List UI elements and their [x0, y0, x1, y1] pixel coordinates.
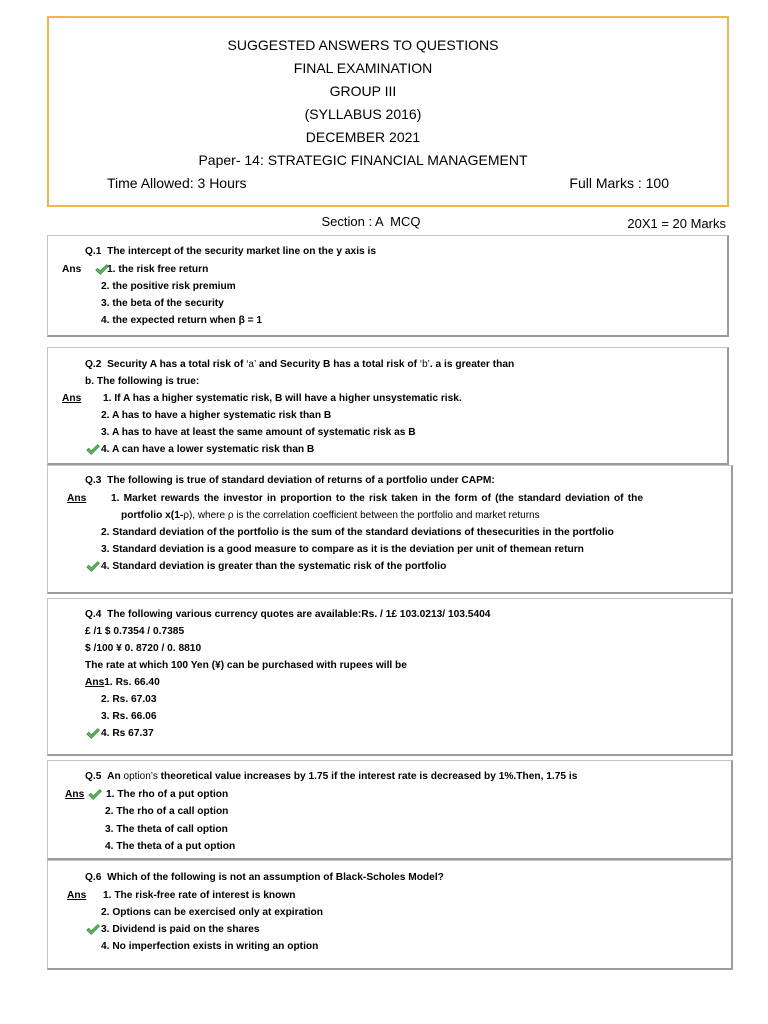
- exam-name: FINAL EXAMINATION: [293, 59, 433, 76]
- question-text-continued: b. The following is true:: [85, 375, 200, 387]
- option-2: 2. A has to have a higher systematic risk than B: [101, 409, 332, 421]
- question-number: Q.1: [85, 246, 102, 258]
- time-allowed: Time Allowed: 3 Hours: [107, 174, 247, 191]
- question-stem: [85, 768, 577, 786]
- option-2: 2. The rho of a call option: [105, 806, 229, 818]
- question-text-term: option’s: [123, 771, 158, 783]
- option-4: 4. Rs 67.37: [101, 727, 154, 739]
- exam-group: GROUP III: [329, 82, 397, 99]
- option-1: 1. Rs. 66.40: [104, 676, 160, 688]
- option-4: 4. A can have a lower systematic risk than B: [101, 443, 315, 455]
- question-stem: [85, 472, 495, 489]
- question-number: Q.2: [85, 358, 102, 370]
- option-3: 3. A has to have at least the same amount of systematic risk as B: [101, 426, 416, 438]
- option-2: 2. Options can be exercised only at expiration: [101, 906, 323, 918]
- question-text: The intercept of the security market line on the y axis is: [107, 246, 377, 258]
- option-3: 3. Standard deviation is a good measure to compare as it is the deviation per unit of themean return: [101, 544, 584, 556]
- option-2: 2. Standard deviation of the portfolio is the sum of the standard deviations of thesecurities in the portfolio: [101, 526, 614, 538]
- checkmark-icon: [86, 924, 100, 935]
- risk-symbol-a: ‘a’: [246, 358, 257, 370]
- option-1: 1. If A has a higher systematic risk, B will have a higher unsystematic risk.: [103, 392, 462, 404]
- question-2: [47, 347, 729, 465]
- answer-label: Ans: [62, 263, 82, 275]
- checkmark-icon: [86, 728, 100, 739]
- option-4: 4. No imperfection exists in writing an option: [101, 941, 319, 953]
- question-6: [47, 860, 733, 970]
- question-text: The following is true of standard deviation of returns of a portfolio under CAPM:: [107, 475, 495, 487]
- question-text: theoretical value increases by 1.75 if the interest rate is decreased by 1%.Then, 1.75 is: [157, 771, 578, 783]
- exam-date: DECEMBER 2021: [305, 128, 421, 145]
- question-stem: [85, 243, 376, 260]
- option-4: 4. the expected return when β = 1: [101, 315, 263, 327]
- checkmark-icon: [86, 444, 100, 455]
- option-1: 1. The rho of a put option: [106, 788, 229, 800]
- exam-title-block: [49, 34, 677, 172]
- question-number: Q.3: [85, 475, 102, 487]
- document-title: SUGGESTED ANSWERS TO QUESTIONS: [227, 36, 499, 53]
- answer-label: Ans: [67, 889, 87, 901]
- section-marks: 20X1 = 20 Marks: [627, 216, 726, 231]
- question-3: [47, 465, 733, 594]
- answer-row: [85, 674, 160, 691]
- question-number: Q.5: [85, 771, 102, 783]
- question-text: An: [107, 771, 124, 783]
- answer-label: Ans: [67, 492, 87, 504]
- question-number: Q.6: [85, 872, 102, 884]
- question-text: . a is greater than: [429, 358, 515, 370]
- option-text: portfolio x(1-: [121, 509, 184, 521]
- option-3: 3. the beta of the security: [101, 298, 224, 310]
- option-2: 2. the positive risk premium: [101, 280, 236, 292]
- option-1: 1. the risk free return: [107, 263, 209, 275]
- currency-quote-gbp-usd: £ /1 $ 0.7354 / 0.7385: [85, 625, 185, 637]
- option-1: 1. The risk-free rate of interest is known: [103, 889, 296, 901]
- question-text: Security A has a total risk of: [107, 358, 247, 370]
- exam-syllabus: (SYLLABUS 2016): [304, 105, 422, 122]
- question-text: Which of the following is not an assumption of Black-Scholes Model?: [107, 872, 444, 884]
- checkmark-icon: [86, 561, 100, 572]
- option-4: 4. Standard deviation is greater than the systematic risk of the portfolio: [101, 561, 447, 573]
- question-stem: [85, 356, 514, 373]
- risk-symbol-b: ‘b’: [419, 358, 430, 370]
- option-3: 3. The theta of call option: [105, 823, 228, 835]
- question-stem: [85, 606, 490, 623]
- question-4: [47, 598, 733, 756]
- section-title: Section : A MCQ: [321, 214, 421, 229]
- question-5: [47, 760, 733, 860]
- option-text-note: ρ), where ρ is the correlation coefficient between the portfolio and market returns: [183, 509, 540, 521]
- question-stem: [85, 869, 444, 886]
- answer-label: Ans: [65, 788, 85, 800]
- question-text-continued: The rate at which 100 Yen (¥) can be purchased with rupees will be: [85, 659, 407, 671]
- question-text: and Security B has a total risk of: [256, 358, 420, 370]
- exam-header-box: [47, 16, 729, 207]
- option-3: 3. Rs. 66.06: [101, 710, 157, 722]
- paper-title: Paper- 14: STRATEGIC FINANCIAL MANAGEMENT: [198, 151, 528, 168]
- option-2: 2. Rs. 67.03: [101, 693, 157, 705]
- option-4: 4. The theta of a put option: [105, 841, 236, 853]
- checkmark-icon: [88, 789, 102, 800]
- option-3: 3. Dividend is paid on the shares: [101, 924, 260, 936]
- question-text: The following various currency quotes are available:Rs. / 1£ 103.0213/ 103.5404: [107, 608, 491, 620]
- answer-label: Ans: [85, 676, 105, 688]
- currency-quote-usd-jpy: $ /100 ¥ 0. 8720 / 0. 8810: [85, 642, 202, 654]
- question-number: Q.4: [85, 608, 102, 620]
- option-1: 1. Market rewards the investor in proportion to the risk taken in the form of (the standard deviation of the: [111, 492, 643, 504]
- full-marks: Full Marks : 100: [569, 174, 669, 191]
- option-1-continued: [121, 507, 540, 524]
- question-1: [47, 235, 729, 337]
- answer-label: Ans: [62, 392, 82, 404]
